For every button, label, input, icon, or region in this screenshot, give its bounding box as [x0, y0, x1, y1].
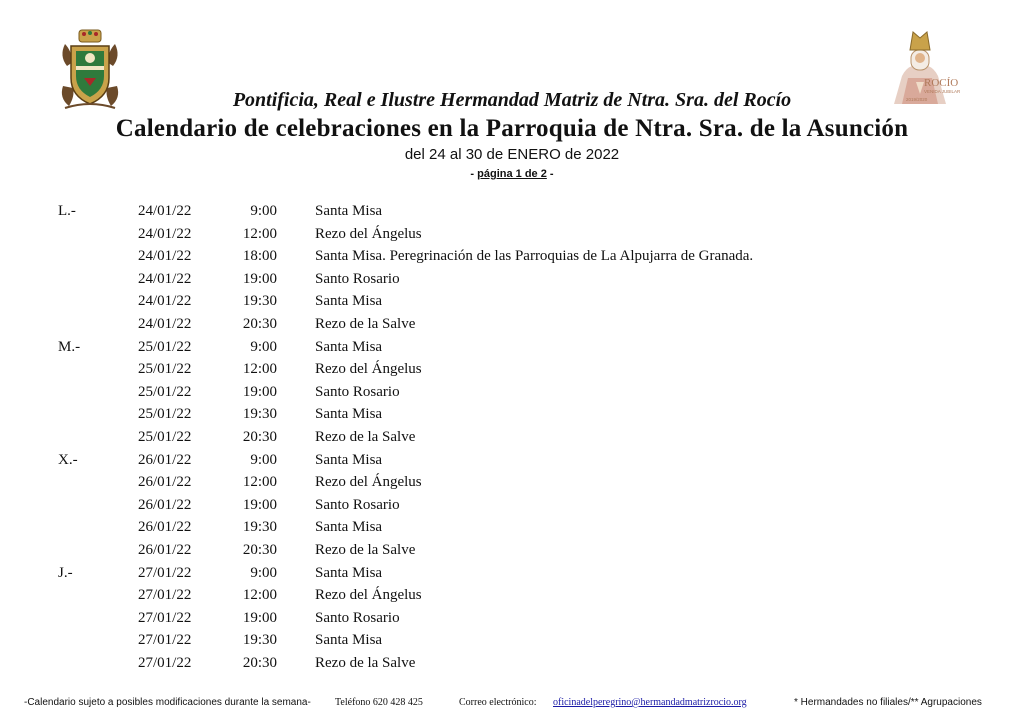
schedule-row — [0, 203, 1024, 226]
schedule-table — [0, 203, 1024, 677]
date-cell: 27/01/22 — [138, 587, 192, 604]
schedule-row — [0, 632, 1024, 655]
schedule-row — [0, 565, 1024, 588]
weekday-label: L.- — [58, 203, 76, 219]
event-cell: Santa Misa — [315, 451, 383, 468]
event-cell: Rezo del Ángelus — [315, 225, 422, 242]
rocio-logo-years: 2019/2020 — [906, 97, 928, 102]
schedule-row — [0, 271, 1024, 294]
brotherhood-name: Pontificia, Real e Ilustre Hermandad Matriz de Ntra. Sra. del Rocío — [232, 89, 792, 111]
schedule-row — [0, 384, 1024, 407]
schedule-row — [0, 361, 1024, 384]
schedule-row — [0, 610, 1024, 633]
time-cell: 20:30 — [242, 428, 277, 445]
footer — [0, 697, 1024, 711]
event-cell: Santo Rosario — [315, 496, 400, 513]
event-cell: Santa Misa — [315, 293, 383, 310]
event-cell: Santa Misa — [315, 203, 383, 219]
time-cell: 20:30 — [242, 315, 277, 332]
event-cell: Rezo de la Salve — [315, 428, 416, 445]
page-indicator-prefix: - — [470, 168, 478, 180]
event-cell: Santo Rosario — [315, 270, 400, 287]
date-cell: 26/01/22 — [138, 519, 192, 536]
time-cell: 20:30 — [242, 541, 277, 558]
date-cell: 24/01/22 — [138, 225, 192, 242]
schedule-row — [0, 474, 1024, 497]
date-cell: 25/01/22 — [138, 428, 192, 445]
event-cell: Santa Misa — [315, 338, 383, 355]
date-cell: 24/01/22 — [138, 270, 192, 287]
schedule-row — [0, 655, 1024, 678]
weekday-label: X.- — [58, 451, 78, 468]
weekday-label: J.- — [58, 564, 73, 581]
date-cell: 24/01/22 — [138, 315, 192, 332]
event-cell: Santa Misa. Peregrinación de las Parroquias de La Alpujarra de Granada. — [315, 248, 754, 265]
rocio-logo-title: ROCÍO — [924, 77, 959, 89]
time-cell: 19:30 — [242, 293, 277, 310]
footer-hermandades-note: * Hermandades no filiales/** Agrupaciones — [794, 697, 982, 708]
date-cell: 25/01/22 — [138, 383, 192, 400]
event-cell: Rezo de la Salve — [315, 541, 416, 558]
page-indicator — [0, 168, 1024, 180]
footer-phone: Teléfono 620 428 425 — [335, 697, 423, 708]
schedule-row — [0, 542, 1024, 565]
date-cell: 27/01/22 — [138, 609, 192, 626]
event-cell: Rezo de la Salve — [315, 654, 416, 671]
event-cell: Santa Misa — [315, 632, 383, 649]
event-cell: Rezo del Ángelus — [315, 361, 422, 378]
event-cell: Rezo del Ángelus — [315, 474, 422, 491]
time-cell: 12:00 — [242, 225, 277, 242]
date-cell: 26/01/22 — [138, 541, 192, 558]
footer-email-link[interactable]: oficinadelperegrino@hermandadmatrizrocio.org — [553, 697, 747, 708]
schedule-row — [0, 226, 1024, 249]
schedule-row — [0, 248, 1024, 271]
time-cell: 19:30 — [242, 632, 277, 649]
event-cell: Rezo del Ángelus — [315, 587, 422, 604]
time-cell: 9:00 — [250, 564, 277, 581]
event-cell: Santo Rosario — [315, 609, 400, 626]
schedule-row — [0, 587, 1024, 610]
date-cell: 26/01/22 — [138, 474, 192, 491]
schedule-row — [0, 293, 1024, 316]
event-cell: Santa Misa — [315, 564, 383, 581]
time-cell: 20:30 — [242, 654, 277, 671]
date-cell: 25/01/22 — [138, 406, 192, 423]
footer-disclaimer: -Calendario sujeto a posibles modificaciones durante la semana- — [24, 697, 311, 708]
schedule-row — [0, 429, 1024, 452]
event-cell: Santa Misa — [315, 519, 383, 536]
time-cell: 19:00 — [242, 383, 277, 400]
document-title: Calendario de celebraciones en la Parroquia de Ntra. Sra. de la Asunción — [115, 115, 909, 142]
time-cell: 19:00 — [242, 496, 277, 513]
date-cell: 27/01/22 — [138, 632, 192, 649]
time-cell: 9:00 — [250, 338, 277, 355]
event-cell: Rezo de la Salve — [315, 315, 416, 332]
date-cell: 26/01/22 — [138, 496, 192, 513]
date-cell: 24/01/22 — [138, 203, 192, 219]
event-cell: Santa Misa — [315, 406, 383, 423]
date-cell: 25/01/22 — [138, 361, 192, 378]
time-cell: 19:00 — [242, 609, 277, 626]
time-cell: 9:00 — [250, 203, 277, 219]
time-cell: 19:00 — [242, 270, 277, 287]
date-cell: 25/01/22 — [138, 338, 192, 355]
page-indicator-suffix: - — [546, 168, 554, 180]
footer-email-label: Correo electrónico: — [459, 697, 537, 708]
weekday-label: M.- — [58, 338, 81, 355]
date-cell: 27/01/22 — [138, 654, 192, 671]
date-cell: 26/01/22 — [138, 451, 192, 468]
time-cell: 19:30 — [242, 406, 277, 423]
time-cell: 9:00 — [250, 451, 277, 468]
date-range: del 24 al 30 de ENERO de 2022 — [404, 146, 620, 163]
time-cell: 19:30 — [242, 519, 277, 536]
time-cell: 12:00 — [242, 587, 277, 604]
schedule-row — [0, 497, 1024, 520]
date-cell: 24/01/22 — [138, 293, 192, 310]
time-cell: 18:00 — [242, 248, 277, 265]
event-cell: Santo Rosario — [315, 383, 400, 400]
time-cell: 12:00 — [242, 474, 277, 491]
page-number: página 1 de 2 — [477, 168, 547, 180]
schedule-row — [0, 452, 1024, 475]
time-cell: 12:00 — [242, 361, 277, 378]
schedule-row — [0, 339, 1024, 362]
schedule-row — [0, 316, 1024, 339]
schedule-row — [0, 406, 1024, 429]
date-cell: 27/01/22 — [138, 564, 192, 581]
date-cell: 24/01/22 — [138, 248, 192, 265]
schedule-row — [0, 519, 1024, 542]
rocio-logo-subtitle: VENIDA JUBILAR — [924, 89, 961, 94]
